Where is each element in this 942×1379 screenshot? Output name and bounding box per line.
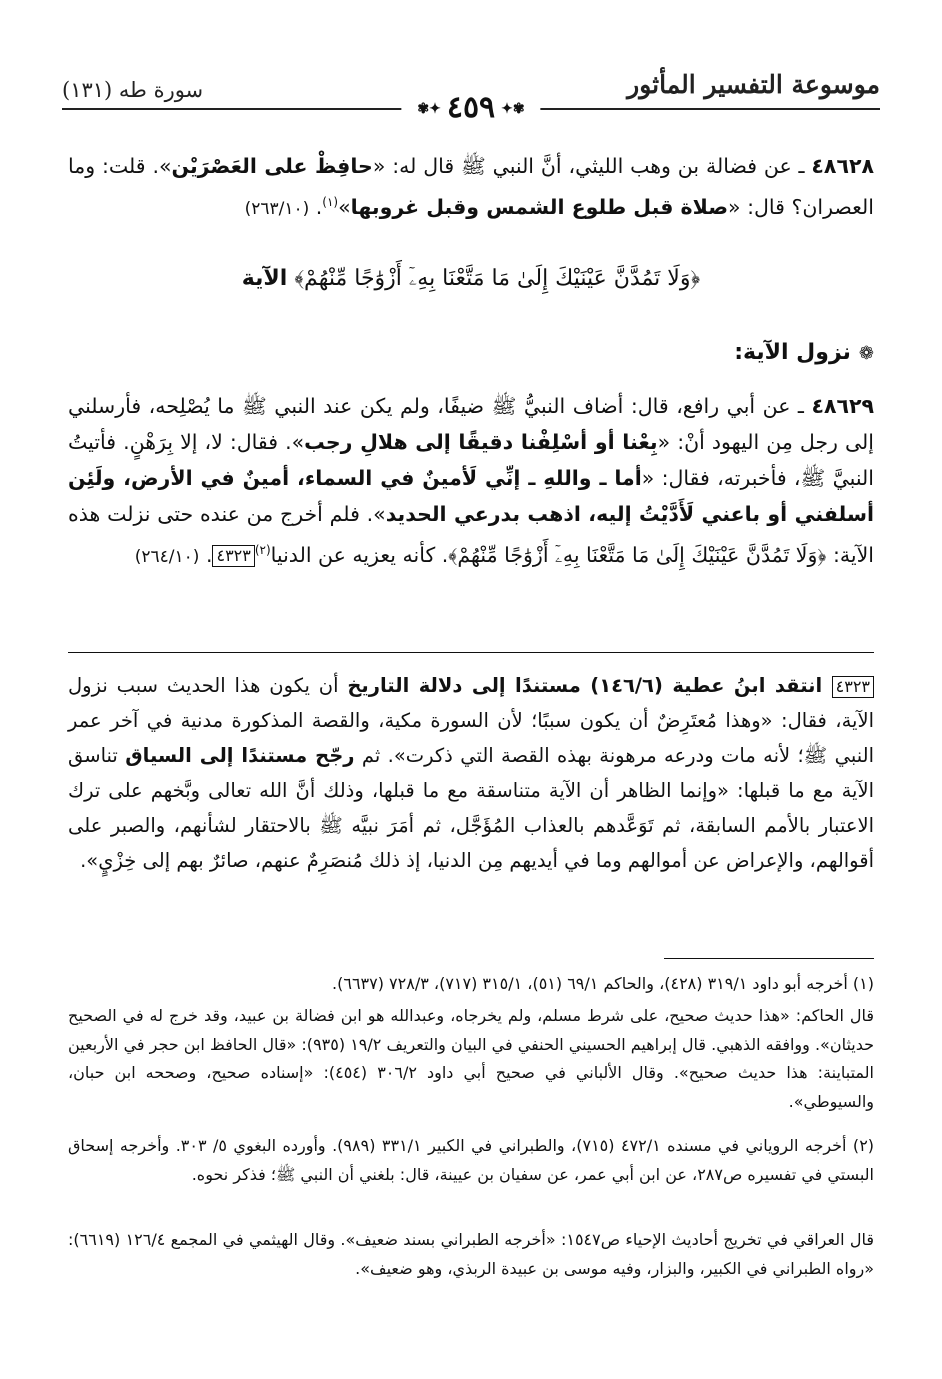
footnote-marker[interactable]: (٢) xyxy=(254,543,271,557)
prophet-saying: بِعْنا أو أسْلِفْنا دقيقًا إلى هلالِ رجب xyxy=(304,430,658,454)
ornament-icon: ✾✦ xyxy=(501,101,525,117)
ayah-suffix: الآية xyxy=(241,266,288,291)
commentary-note xyxy=(68,668,874,878)
hadith-48628 xyxy=(68,148,874,227)
section-title: نزول الآية: xyxy=(734,340,851,365)
hadith-number: ٤٨٦٢٩ xyxy=(811,394,874,418)
footnote-2-comment: قال العراقي في تخريج أحاديث الإحياء ص١٥٤٧: «أخرجه الطبراني بسند ضعيف». وقال الهيثمي في المجمع ١٢٦/٤ (٦٦١٩): «رواه الطبراني في الكبير، والبزار، وفيه موسى بن عبيدة الربذي، وهو ضعيف». xyxy=(68,1230,875,1278)
footnote-marker[interactable]: (١) xyxy=(322,195,339,209)
section-heading xyxy=(734,340,874,365)
text: ». فقال: لا، إلا بِرَهْنٍ. فأتيتُ النبيَّ ﷺ، فأخبرته، فقال: « xyxy=(68,430,874,490)
volume-reference: (٢٦٤/١٠) xyxy=(134,546,200,567)
text: تناسق الآية مع ما قبلها: «وإنما الظاهر أن الآية متناسقة مع ما قبلها، وذلك أنَّ الله تعالى وبَّخهم على ترك الاعتبار بالأمم السابقة، ثم تَوَعَّدهم بالعذاب المُؤَجَّل، ثم أمَرَ نبيَّه ﷺ بالاحتقار لشأنهم، والصبر على أقوالهم، والإعراض عن أموالهم وما في أيديهم مِن الدنيا، إذ ذلك مُنصَرِمٌ عنهم، صائرٌ بهم إلى خِزْيٍ». xyxy=(68,744,874,872)
text: » xyxy=(338,194,351,219)
footnote-1-comment: قال الحاكم: «هذا حديث صحيح، على شرط مسلم، ولم يخرجاه، وعبدالله هو ابن فضالة بن عبيد، وقد خرج له في الصحيح حديثان». ووافقه الذهبي. قال إبراهيم الحسيني الحنفي في البيان والتعريف ١٩/٢ (٩٣٥): «قال الحافظ ابن حجر في الأربعين المتباينة: هذا حديث صحيح». وقال الألباني في صحيح أبي داود ٣٠٦/٢ (٤٥٤): «إسناده صحيح، وصححه ابن حبان، والسيوطي». xyxy=(68,1006,875,1111)
quran-verse: ﴿وَلَا تَمُدَّنَّ عَيْنَيْكَ إِلَىٰ مَا مَتَّعْنَا بِهِۦٓ أَزْوَٰجًا مِّنْهُمْ﴾ xyxy=(448,542,827,567)
page-number-value: ٤٥٩ xyxy=(446,90,496,125)
footnote-divider xyxy=(664,958,874,959)
commentary-divider xyxy=(68,652,874,653)
text: . xyxy=(199,542,213,567)
text: . كأنه يعزيه عن الدنيا xyxy=(270,542,449,567)
commentary-link-box[interactable]: ٤٣٢٣ xyxy=(212,545,254,567)
ayah-heading xyxy=(68,266,874,291)
book-title: موسوعة التفسير المأثور xyxy=(627,70,880,99)
ayah-text: ﴿وَلَا تَمُدَّنَّ عَيْنَيْكَ إِلَىٰ مَا مَتَّعْنَا بِهِۦٓ أَزْوَٰجًا مِّنْهُمْ﴾ xyxy=(294,266,701,291)
text: . xyxy=(309,194,323,219)
prophet-saying: صلاة قبل طلوع الشمس وقبل غروبها xyxy=(350,194,729,219)
prophet-saying: أما ـ واللهِ ـ إنِّي لَأمينٌ في السماء، أمينٌ في الأرض، ولَئِن أسلفني أو باعني لَأَدَّيْتُ إليه، اذهب بدرعي الحديد xyxy=(68,466,875,526)
text: ـ عن فضالة بن وهب الليثي، أنَّ النبي ﷺ قال له: « xyxy=(372,154,812,178)
footnote-2: (٢) أخرجه الروياني في مسنده ٤٧٢/١ (٧١٥)، والطبراني في الكبير ٣٣١/١ (٩٨٩). وأورده البغوي ٥/ ٣٠٣. وأخرجه إسحاق البستي في تفسيره ص٢٨٧، عن ابن أبي عمر، عن سفيان بن عيينة، قال: بلغني أن النبي ﷺ؛ فذكر نحوه. xyxy=(68,1136,875,1184)
flower-icon: ❁ xyxy=(858,343,874,364)
hadith-number: ٤٨٦٢٨ xyxy=(811,154,874,178)
text: ». فلم أخرج من عنده حتى نزلت هذه الآية: xyxy=(68,502,874,567)
text: ». قلت: وما العصران؟ قال: « xyxy=(68,154,874,219)
hadith-48629 xyxy=(68,388,874,575)
page-number xyxy=(401,90,540,125)
critique-heading: انتقد ابنُ عطية (١٤٦/٦) مستندًا إلى دلالة التاريخ xyxy=(347,674,832,697)
volume-reference: (٢٦٣/١٠) xyxy=(244,198,310,219)
prophet-saying: حافِظْ على العَصْرَيْن xyxy=(171,154,373,178)
hadith-text xyxy=(68,388,874,575)
ornament-icon: ✦✾ xyxy=(417,101,441,117)
preference-heading: رجّح مستندًا إلى السياق xyxy=(125,744,355,767)
text: ـ عن أبي رافع، قال: أضاف النبيُّ ﷺ ضيفًا، ولم يكن عند النبي ﷺ ما يُصْلِحه، فأرسلني إلى رجل مِن اليهود أنْ: « xyxy=(68,394,874,454)
page-header xyxy=(62,60,880,132)
footnote-1: (١) أخرجه أبو داود ٣١٩/١ (٤٢٨)، والحاكم ٦٩/١ (٥١)، ٣١٥/١ (٧١٧)، ٧٢٨/٣ (٦٦٣٧). xyxy=(332,974,874,993)
text: أن يكون هذا الحديث سبب نزول الآية، فقال: «وهذا مُعتَرِضٌ أن يكون سببًا؛ لأن السورة مكية، والقصة المذكورة مدنية في آخر عمر النبي ﷺ؛ لأنه مات ودرعه مرهونة بهذه القصة التي ذكرت». ثم xyxy=(68,674,874,767)
hadith-text xyxy=(68,148,874,227)
commentary-text xyxy=(68,668,874,878)
surah-label: سورة طه (١٣١) xyxy=(62,78,204,102)
commentary-number-box: ٤٣٢٣ xyxy=(832,676,874,698)
